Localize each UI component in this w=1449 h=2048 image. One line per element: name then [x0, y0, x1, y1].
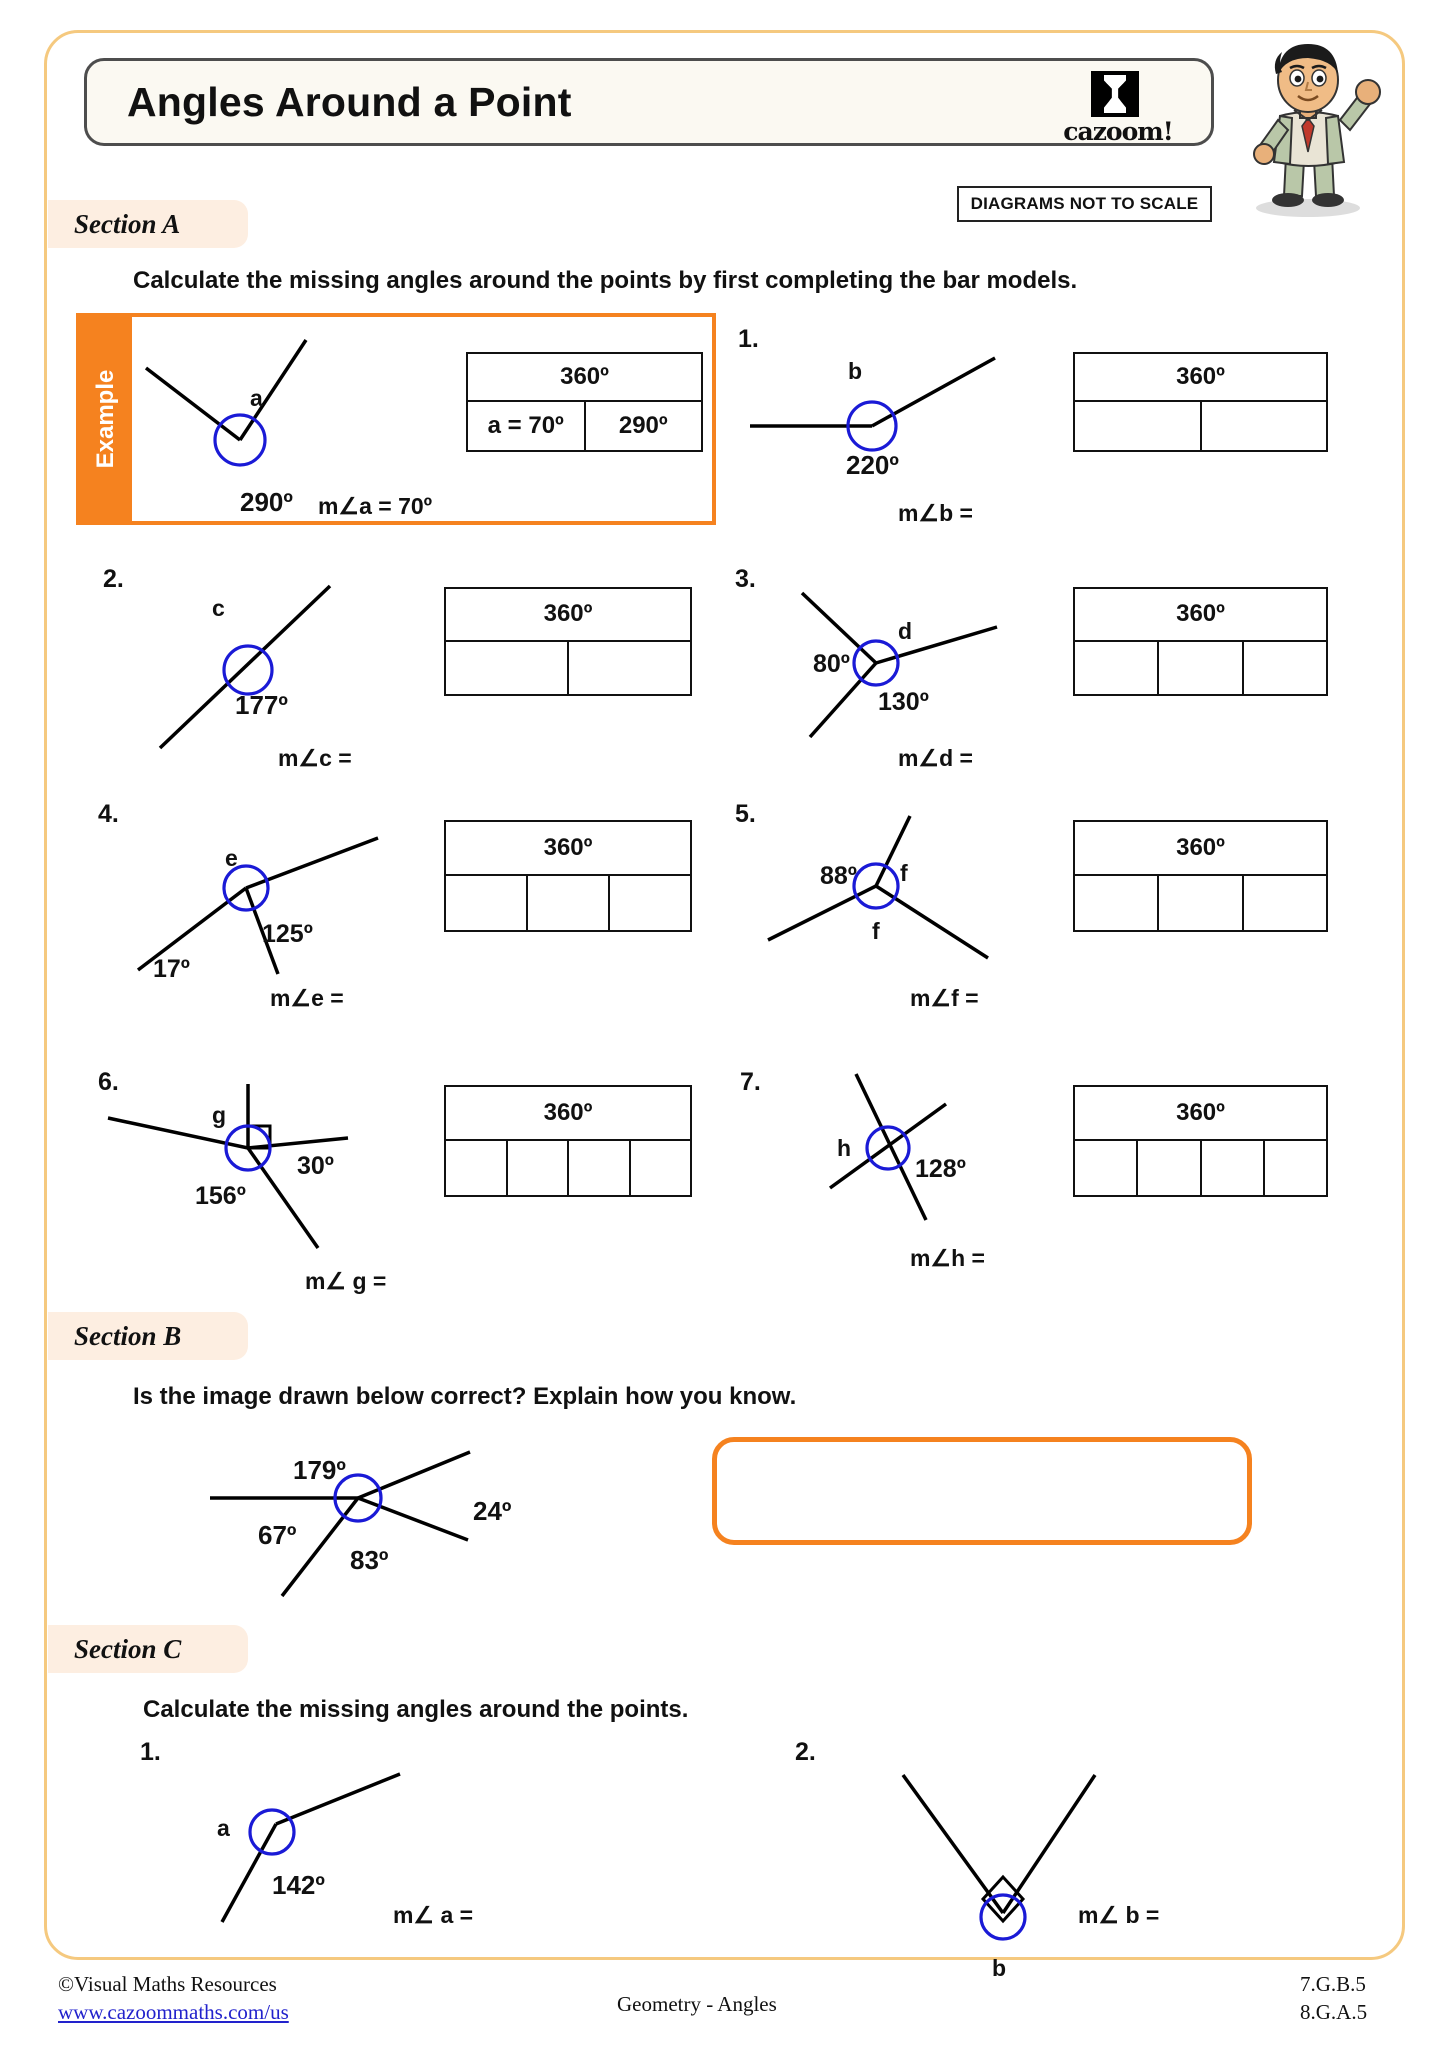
bar-cell[interactable] — [446, 642, 569, 695]
bar-cell[interactable] — [631, 1141, 691, 1195]
footer-standard-code-1: 7.G.B.5 — [1300, 1972, 1366, 1996]
q6-angle-letter: g — [212, 1102, 227, 1128]
example-angle-letter: a — [250, 385, 263, 411]
bar-cell[interactable] — [508, 1141, 570, 1195]
section-c-q2-angle-letter: b — [992, 1955, 1007, 1981]
q5-given-angle: 88º — [820, 862, 857, 890]
question-number: 5. — [735, 800, 756, 828]
section-a-instruction: Calculate the missing angles around the points by first completing the bar models. — [133, 267, 1078, 294]
bar-cells — [446, 642, 690, 695]
footer-standard-code-2: 8.G.A.5 — [1300, 2000, 1368, 2024]
bar-cells — [1075, 1141, 1326, 1195]
bar-cell[interactable] — [1159, 642, 1243, 695]
q3-angle-letter: d — [898, 618, 913, 644]
cazoom-logo-word: cazoom! — [1063, 117, 1173, 146]
q5-angle-diagram — [738, 808, 1008, 978]
bar-cell[interactable] — [1075, 402, 1202, 450]
q2-angle-diagram — [140, 578, 380, 758]
q6-given-angle: 30º — [297, 1152, 334, 1180]
bar-cell[interactable] — [569, 1141, 631, 1195]
title-bar — [84, 58, 1214, 146]
q3-given-angle: 130º — [878, 688, 929, 716]
bar-cells — [1075, 642, 1326, 695]
footer-url-link[interactable]: www.cazoommaths.com/us — [58, 2000, 289, 2024]
q4-given-angle-2: 17º — [153, 955, 190, 983]
bar-cell[interactable] — [1244, 876, 1326, 930]
section-b-instruction: Is the image drawn below correct? Explain how you know. — [133, 1383, 797, 1410]
q7-given-angle: 128º — [915, 1155, 966, 1183]
q7-answer-line: m∠h = — [910, 1245, 985, 1271]
q5-bar-model — [1073, 820, 1328, 932]
example-tab-label: Example — [92, 369, 119, 469]
bar-total: 360º — [1075, 822, 1326, 876]
cazoom-drum-icon — [1091, 71, 1139, 117]
section-c-banner — [48, 1625, 248, 1673]
question-number: 3. — [735, 565, 756, 593]
section-b-angle-left: 67º — [258, 1520, 297, 1550]
section-a-label: Section A — [74, 208, 181, 239]
question-number: 2. — [103, 565, 124, 593]
bar-cell[interactable] — [1075, 642, 1159, 695]
example-answer-line: m∠a = 70º — [318, 493, 433, 519]
page-title: Angles Around a Point — [127, 79, 572, 125]
bar-cell[interactable] — [1244, 642, 1326, 695]
example-tab — [80, 317, 132, 521]
bar-cell[interactable] — [528, 876, 610, 930]
q4-angle-diagram — [118, 818, 388, 978]
bar-cells — [1075, 402, 1326, 450]
section-b-label: Section B — [74, 1320, 182, 1351]
section-c-label: Section C — [74, 1633, 182, 1664]
footer-subject: Geometry - Angles — [617, 1992, 777, 2016]
bar-cell[interactable] — [1202, 402, 1327, 450]
bar-cells — [468, 402, 701, 450]
bar-cell[interactable] — [569, 642, 690, 695]
q1-bar-model — [1073, 352, 1328, 452]
bar-total: 360º — [1075, 1087, 1326, 1141]
q7-bar-model — [1073, 1085, 1328, 1197]
bar-cell[interactable]: 290º — [618, 412, 668, 439]
q3-given-angle-2: 80º — [813, 650, 850, 678]
bar-cell[interactable] — [1265, 1141, 1326, 1195]
bar-cell[interactable]: a = 70º — [468, 402, 586, 450]
example-given-angle: 290º — [240, 487, 293, 517]
bar-cells — [1075, 876, 1326, 930]
question-number: 1. — [738, 325, 759, 353]
bar-total: 360º — [1075, 354, 1326, 402]
q1-answer-line: m∠b = — [898, 500, 973, 526]
bar-cell[interactable] — [610, 876, 690, 930]
bar-cell[interactable] — [1075, 1141, 1138, 1195]
q2-answer-line: m∠c = — [278, 745, 352, 771]
q5-answer-line: m∠f = — [910, 985, 979, 1011]
question-number: 1. — [140, 1738, 161, 1766]
q3-bar-model — [1073, 587, 1328, 696]
bar-cell[interactable] — [1202, 1141, 1265, 1195]
q5-angle-letter-2: f — [872, 918, 880, 944]
section-a-banner — [48, 200, 248, 248]
q6-given-angle-2: 156º — [195, 1182, 246, 1210]
q4-given-angle: 125º — [262, 920, 313, 948]
q2-given-angle: 177º — [235, 690, 288, 720]
bar-total: 360º — [446, 1087, 690, 1141]
section-c-q1-answer-line: m∠ a = — [393, 1902, 474, 1928]
q4-angle-letter: e — [225, 845, 238, 871]
q2-angle-letter: c — [212, 595, 225, 621]
bar-cell[interactable] — [1159, 876, 1243, 930]
section-b-angle-right: 24º — [473, 1496, 512, 1526]
bar-total: 360º — [446, 589, 690, 642]
cazoom-logo — [1053, 71, 1183, 146]
footer-copyright: ©Visual Maths Resources — [58, 1972, 277, 1996]
section-b-banner — [48, 1312, 248, 1360]
bar-total: 360º — [446, 822, 690, 876]
q5-angle-letter: f — [900, 860, 908, 886]
bar-cell[interactable] — [1075, 876, 1159, 930]
question-number: 6. — [98, 1068, 119, 1096]
section-b-angle-top: 179º — [293, 1455, 346, 1485]
bar-total: 360º — [1075, 589, 1326, 642]
q6-angle-diagram — [100, 1080, 380, 1260]
section-b-answer-box[interactable] — [712, 1437, 1252, 1545]
q7-angle-diagram — [800, 1068, 1030, 1228]
diagrams-not-to-scale-badge: DIAGRAMS NOT TO SCALE — [957, 186, 1212, 222]
bar-cell[interactable] — [446, 1141, 508, 1195]
bar-cells — [446, 1141, 690, 1195]
q4-answer-line: m∠e = — [270, 985, 344, 1011]
section-b-angle-bottom: 83º — [350, 1545, 389, 1575]
question-number: 2. — [795, 1738, 816, 1766]
q3-answer-line: m∠d = — [898, 745, 973, 771]
example-bar-model — [466, 352, 703, 452]
q7-angle-letter: h — [837, 1135, 852, 1161]
section-c-q1-angle-letter: a — [217, 1815, 230, 1841]
question-number: 7. — [740, 1068, 761, 1096]
q6-bar-model — [444, 1085, 692, 1197]
q1-angle-letter: b — [848, 358, 863, 384]
bar-total: 360º — [468, 354, 701, 402]
q4-bar-model — [444, 820, 692, 932]
q2-bar-model — [444, 587, 692, 696]
bar-cells — [446, 876, 690, 930]
q1-given-angle: 220º — [846, 450, 899, 480]
section-c-q2-answer-line: m∠ b = — [1078, 1902, 1160, 1928]
bar-cell[interactable] — [1138, 1141, 1201, 1195]
question-number: 4. — [98, 800, 119, 828]
q6-answer-line: m∠ g = — [305, 1268, 387, 1294]
student-mascot-illustration — [1228, 30, 1388, 220]
bar-cell[interactable] — [446, 876, 528, 930]
section-c-instruction: Calculate the missing angles around the points. — [143, 1696, 689, 1723]
section-c-q1-given-angle: 142º — [272, 1870, 325, 1900]
